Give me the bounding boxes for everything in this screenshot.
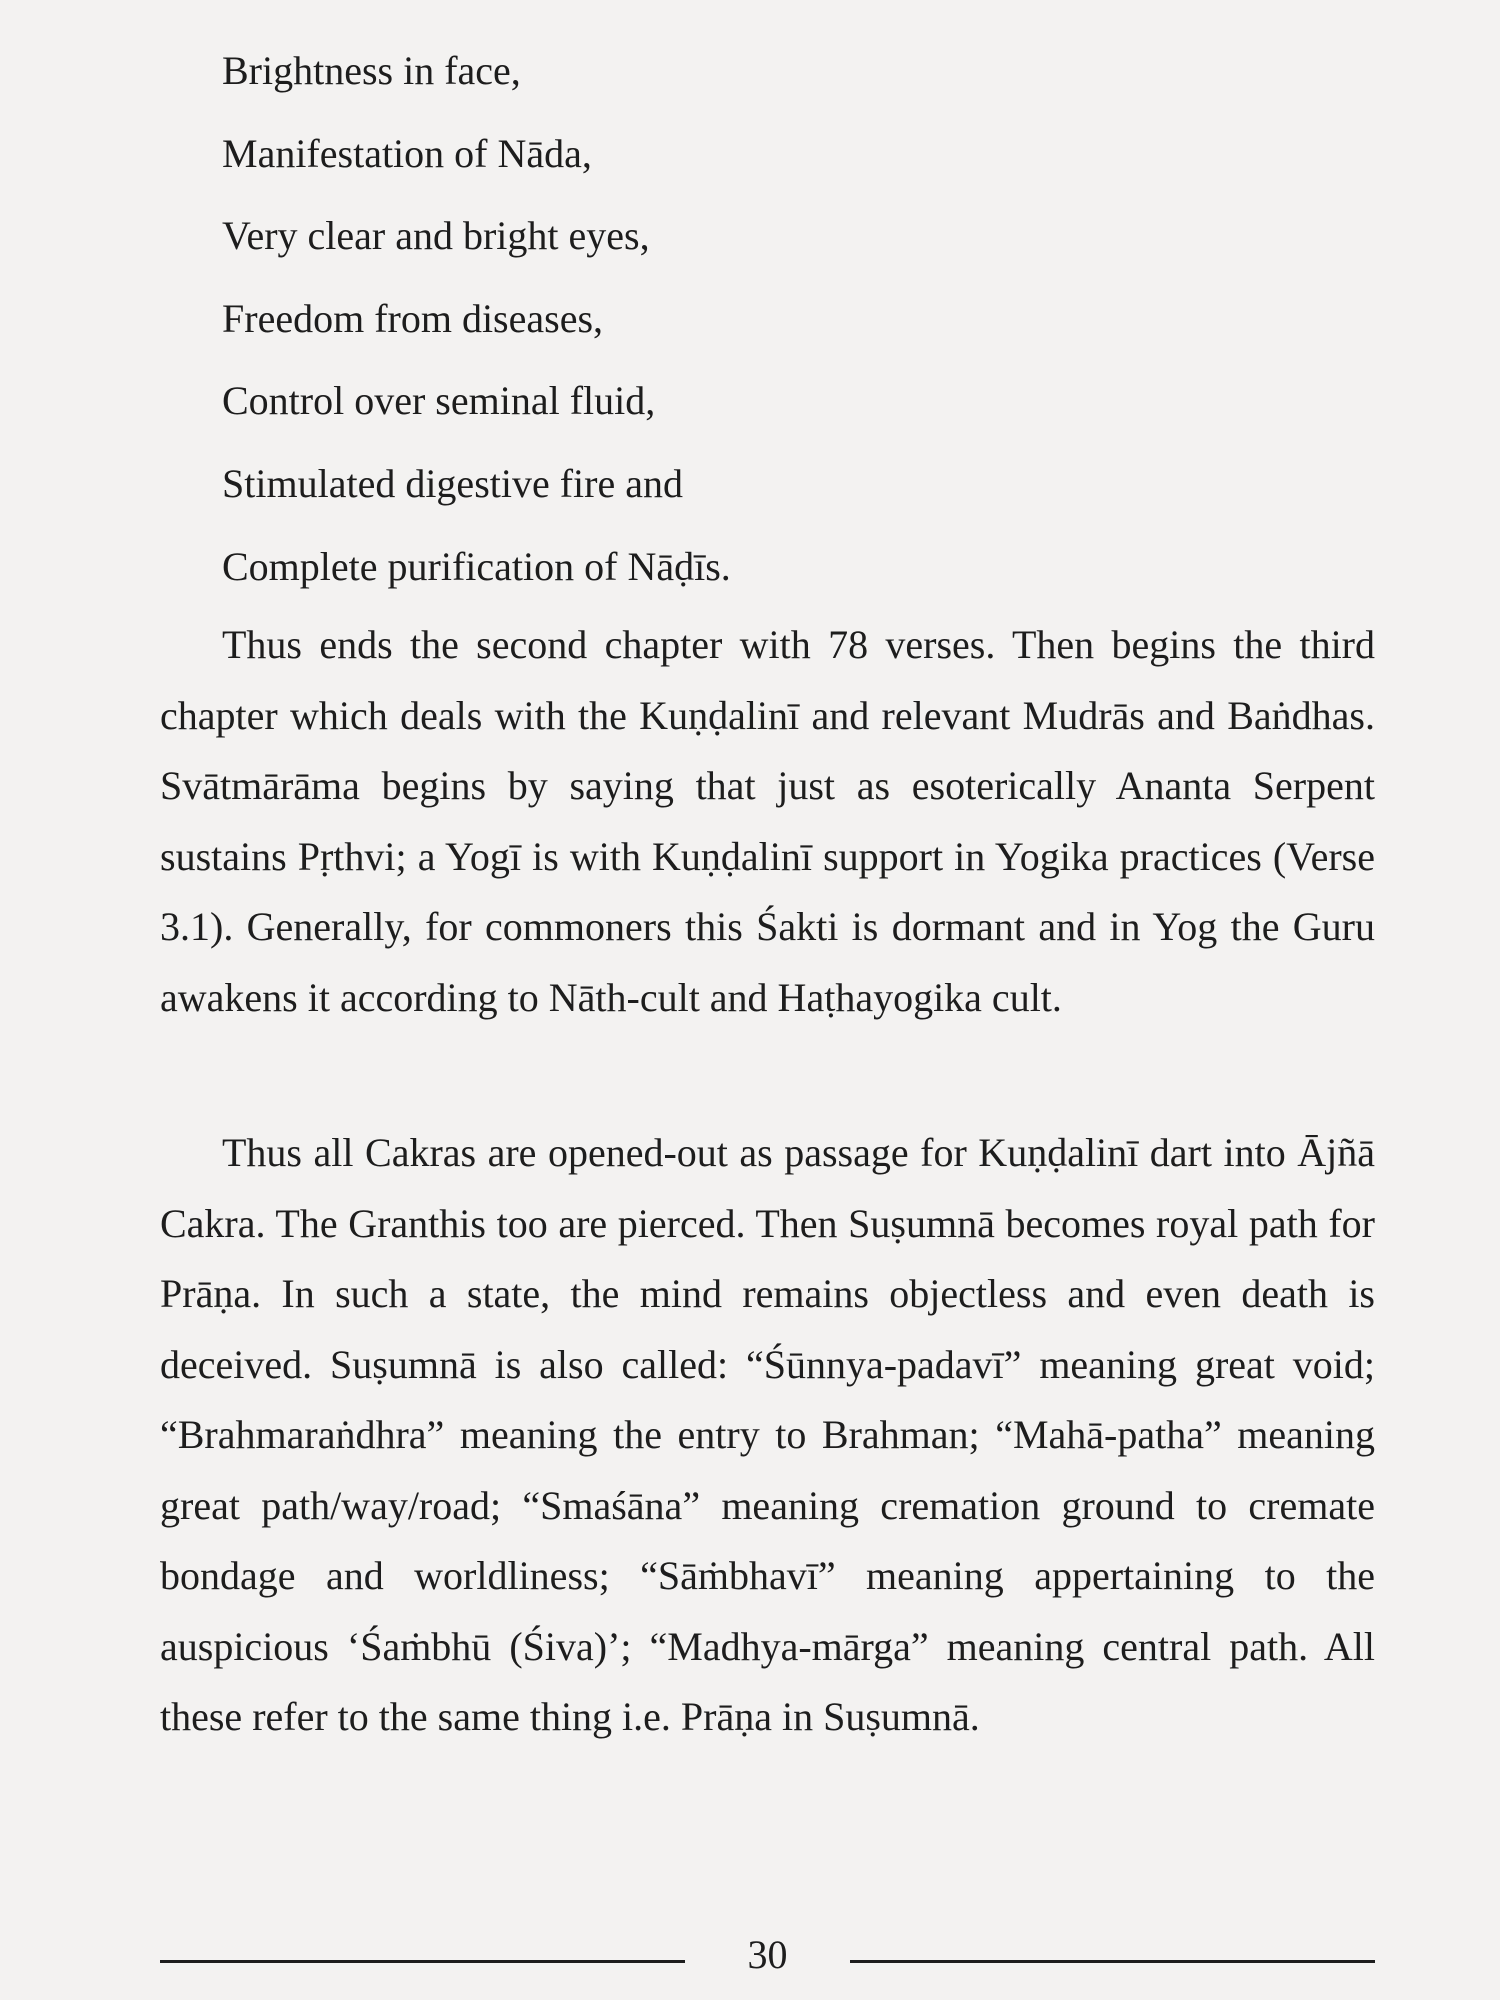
verse-line: Freedom from diseases,	[222, 295, 604, 341]
verse-line: Stimulated digestive fire and	[222, 460, 683, 506]
verse-list	[222, 30, 1122, 608]
verse-line: Control over seminal fluid,	[222, 378, 656, 424]
page-footer	[160, 1925, 1375, 1985]
verse-line: Manifestation of Nāda,	[222, 130, 592, 176]
body-paragraph: Thus ends the second chapter with 78 verses. Then begins the third chapter which deals with the Kuṇḍalinī and relevant Mudrās and Baṅdhas. Svātmārāma begins by saying that just as esoterically Ananta Serpent sustains Pṛthvi; a Yogī is with Kuṇḍalinī support in Yogika practices (Verse 3.1). Generally, for commoners this Śakti is dormant and in Yog the Guru awakens it according to Nāth-cult and Haṭhayogika cult.	[160, 622, 1375, 1020]
verse-line: Brightness in face,	[222, 48, 521, 93]
footer-rule-right	[850, 1960, 1375, 1963]
page-number: 30	[747, 1932, 788, 1977]
verse-line: Complete purification of Nāḍīs.	[222, 543, 731, 589]
verse-line: Very clear and bright eyes,	[222, 213, 650, 259]
body-paragraph: Thus all Cakras are opened-out as passage for Kuṇḍalinī dart into Ājñā Cakra. The Granthis too are pierced. Then Suṣumnā becomes royal path for Prāṇa. In such a state, the mind remains objectless and even death is deceived. Suṣumnā is also called: “Śūnnya-padavī” meaning great void; “Brahmaraṅdhra” meaning the entry to Brahman; “Mahā-patha” meaning great path/way/road; “Smaśāna” meaning cremation ground to cremate bondage and worldliness; “Sāṁbhavī” meaning appertaining to the auspicious ‘Śaṁbhū (Śiva)’; “Madhya-mārga” meaning central path. All these refer to the same thing i.e. Prāṇa in Suṣumnā.	[160, 1130, 1375, 1739]
